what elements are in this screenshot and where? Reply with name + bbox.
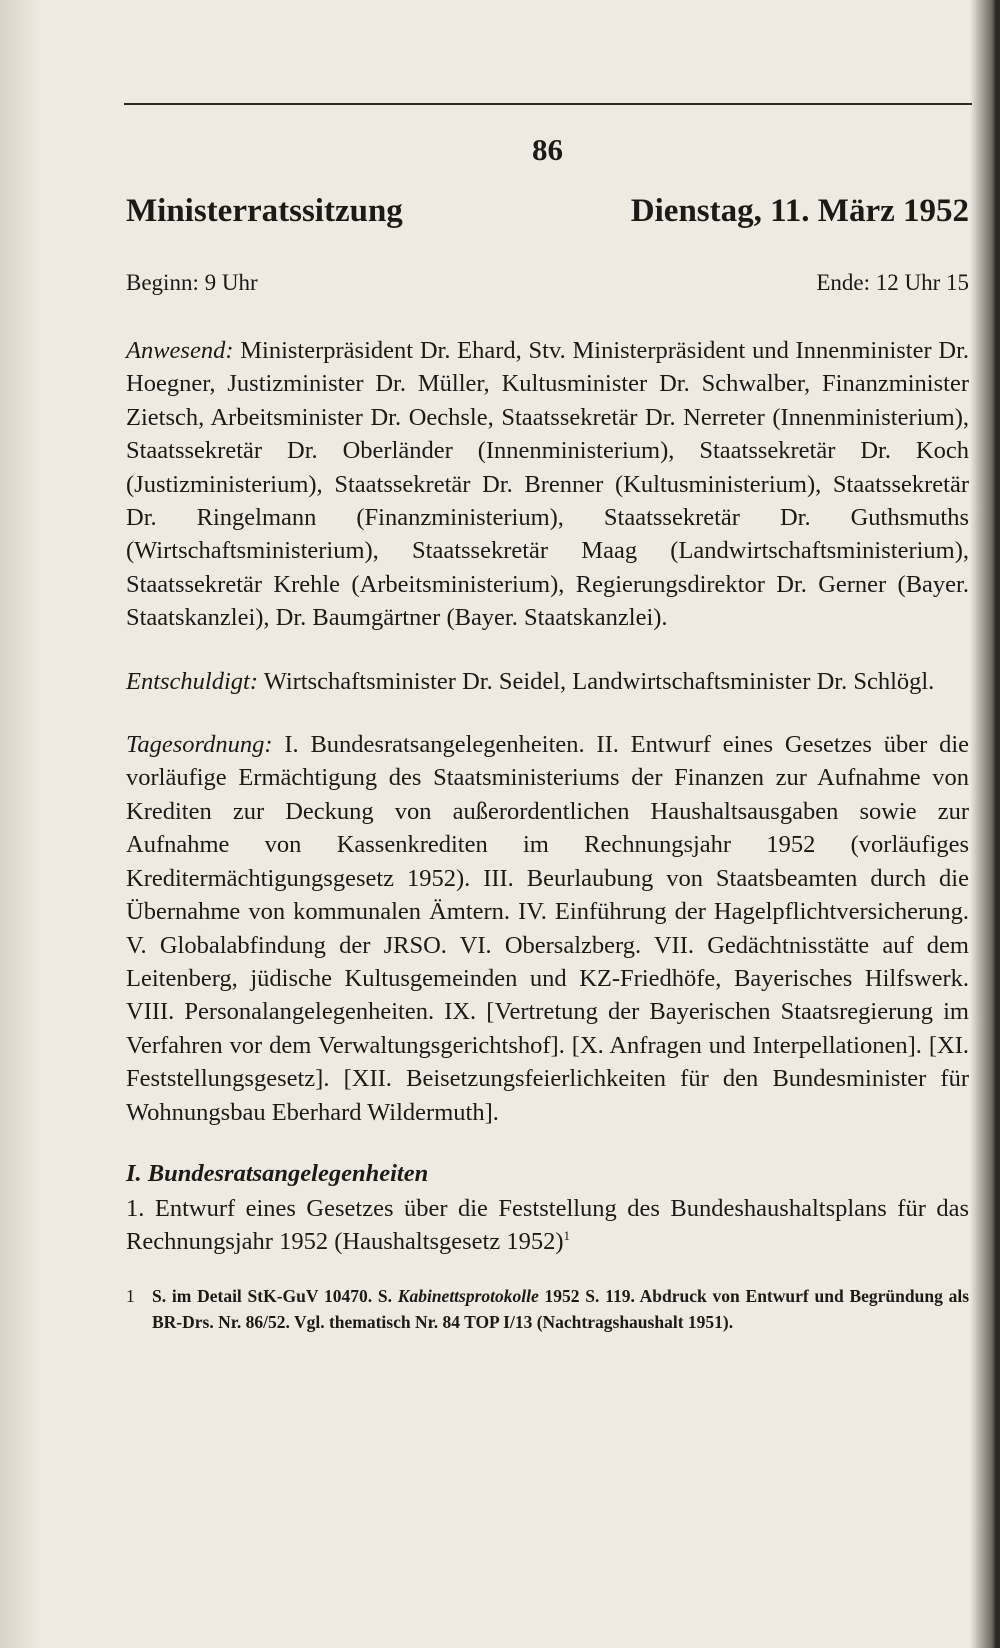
agenda-item-text: 1. Entwurf eines Gesetzes über die Feststellung des Bundeshaushaltsplans für das Rechnungsjahr 1952 (Haushaltsgesetz 1952) [126, 1194, 969, 1256]
page-content [126, 130, 969, 1335]
present-list: Ministerpräsident Dr. Ehard, Stv. Ministerpräsident und Innenminister Dr. Hoegner, Justizminister Dr. Müller, Kultusminister Dr. Schwalber, Finanzminister Zietsch, Arbeitsminister Dr. Oechsle, Staatssekretär Dr. Nerreter (Innenministerium), Staatssekretär Dr. Oberländer (Innenministerium), Staatssekretär Dr. Koch (Justizministerium), Staatssekretär Dr. Brenner (Kultusministerium), Staatssekretär Dr. Ringelmann (Finanzministerium), Staatssekretär Dr. Guthsmuths (Wirtschaftsministerium), Staatssekretär Maag (Landwirtschaftsministerium), Staatssekretär Krehle (Arbeitsministerium), Regierungsdirektor Dr. Gerner (Bayer. Staatskanzlei), Dr. Baumgärtner (Bayer. Staatskanzlei). [126, 337, 970, 632]
scan-edge-shadow-right [970, 0, 1000, 1648]
session-date: Dienstag, 11. März 1952 [630, 193, 969, 229]
document-number: 86 [532, 132, 563, 167]
footnote [126, 1283, 969, 1335]
time-row [126, 268, 969, 298]
footnote-part-2: 1952 S. 119. Abdruck von Entwurf und Begründung als BR-Drs. Nr. 86/52. Vgl. thematisch Nr. 84 TOP I/13 (Nachtragshaushalt 1951). [152, 1285, 970, 1332]
footnote-text [152, 1283, 969, 1335]
section-heading: I. Bundesratsangelegenheiten [126, 1159, 429, 1187]
header-rule [124, 103, 972, 105]
page-title: Ministerratssitzung [126, 193, 403, 229]
scan-edge-shadow-left [0, 0, 40, 1648]
footnote-part-1: S. im Detail StK-GuV 10470. S. [152, 1285, 398, 1306]
footnote-italic: Kabinettsprotokolle [397, 1285, 539, 1306]
attendance-excused [126, 665, 969, 698]
attendance-present [126, 334, 969, 635]
footnote-mark: 1 [126, 1285, 135, 1306]
excused-label: Entschuldigt: [126, 667, 259, 695]
agenda-text: I. Bundesratsangelegenheiten. II. Entwurf eines Gesetzes über die vorläufige Ermächtigung des Staatsministeriums der Finanzen zur Aufnahme von Krediten zur Deckung von außerordentlichen Haushaltsausgaben sowie zur Aufnahme von Kassenkrediten im Rechnungsjahr 1952 (vorläufiges Kreditermächtigungsgesetz 1952). III. Beurlaubung von Staatsbeamten durch die Übernahme von kommunalen Ämtern. IV. Einführung der Hagelpflichtversicherung. V. Globalabfindung der JRSO. VI. Obersalzberg. VII. Gedächtnisstätte auf dem Leitenberg, jüdische Kultusgemeinden und KZ-Friedhöfe, Bayerisches Hilfswerk. VIII. Personalangelegenheiten. IX. [Vertretung der Bayerischen Staatsregierung im Verfahren vor dem Verwaltungsgerichtshof]. [X. Anfragen und Interpellationen]. [XI. Feststellungsgesetz]. [XII. Beisetzungsfeierlichkeiten für den Bundesminister für Wohnungsbau Eberhard Wildermuth]. [126, 731, 969, 1126]
end-time: Ende: 12 Uhr 15 [816, 270, 969, 295]
title-row [126, 190, 969, 232]
present-label: Anwesend: [126, 337, 234, 364]
start-time: Beginn: 9 Uhr [126, 270, 258, 295]
agenda-item [126, 1192, 969, 1259]
agenda-label: Tagesordnung: [126, 731, 273, 759]
excused-list: Wirtschaftsminister Dr. Seidel, Landwirtschaftsminister Dr. Schlögl. [263, 667, 935, 695]
footnote-reference: 1 [563, 1228, 570, 1244]
agenda [126, 728, 969, 1129]
